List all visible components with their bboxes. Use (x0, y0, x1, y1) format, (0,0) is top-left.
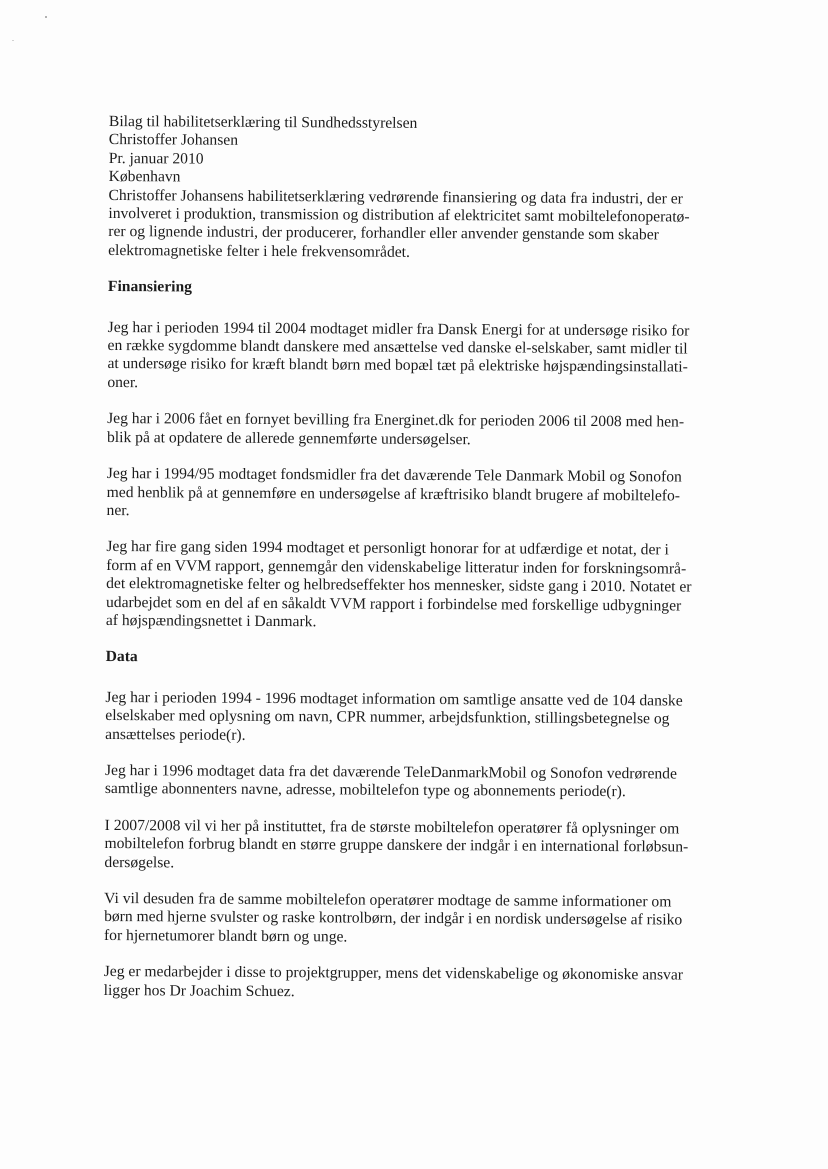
paragraph (107, 319, 707, 396)
text-line: I 2007/2008 vil vi her på instituttet, fra de største mobiltelefon operatører få oplysninger om (104, 816, 680, 838)
text-line: med henblik på at gennemføre en undersøgelse af kræftrisiko blandt brugere af mobiltelefo- (106, 483, 681, 504)
document-content (104, 113, 709, 1004)
text-line: udarbejdet som en del af en såkaldt VVM rapport i forbindelse med forskellige udbygninger (105, 593, 682, 615)
paragraph (107, 465, 707, 524)
scan-speck (45, 16, 47, 18)
paragraph (104, 817, 704, 876)
header-title: Bilag til habilitetserklæring til Sundhedsstyrelsen (108, 113, 418, 132)
header-author: Christoffer Johansen (108, 131, 239, 150)
text-line: Jeg har i 2006 fået en fornyet bevilling fra Energinet.dk for perioden 2006 til 2008 med hen- (107, 410, 685, 431)
text-line: Jeg har fire gang siden 1994 modtaget et personligt honorar for at udfærdige et notat, der i (106, 538, 669, 559)
paragraph (104, 890, 704, 949)
text-line: Christoffer Johansens habilitetserklæring vedrørende finansiering og data fra industri, der er (108, 186, 683, 208)
text-line: dersøgelse. (104, 853, 175, 872)
text-line: børn med hjerne svulster og raske kontrolbørn, der indgår i en nordisk undersøgelse af risiko (104, 908, 683, 929)
paragraph (104, 963, 704, 1003)
text-line: mobiltelefon forbrug blandt en større gruppe danskere der indgår i en international forløbsun- (104, 835, 689, 856)
text-line: ner. (106, 501, 130, 520)
text-line: involveret i produktion, transmission og distribution af elektricitet samt mobiltelefonoperatø- (108, 205, 690, 226)
text-line: rer og lignende industri, der producerer, forhandler eller anvender genstande som skaber (108, 223, 659, 244)
text-line: oner. (107, 373, 139, 392)
header-location: København (108, 168, 181, 186)
text-line: blik på at opdatere de allerede gennemførte undersøgelser. (106, 428, 471, 448)
header-date: Pr. januar 2010 (108, 149, 204, 168)
section-heading-finansiering: Finansiering (107, 278, 193, 296)
text-line: en række sygdomme blandt danskere med ansættelse ved danske el-selskaber, samt midler til (107, 337, 688, 358)
text-line: Jeg har i perioden 1994 til 2004 modtaget midler fra Dansk Energi for at undersøge risiko for (107, 318, 690, 340)
paragraph (105, 689, 705, 748)
scan-speck (12, 40, 14, 41)
text-line: form af en VVM rapport, gennemgår den videnskabelige litteratur inden for forskningsområ- (106, 556, 687, 578)
text-line: ansættelses periode(r). (105, 725, 246, 744)
text-line: Jeg har i 1994/95 modtaget fondsmidler fra det daværende Tele Danmark Mobil og Sonofon (106, 465, 682, 486)
text-line: det elektromagnetiske felter og helbredseffekter hos mennesker, sidste gang i 2010. Notatet er (106, 575, 692, 596)
text-line: elselskaber med oplysning om navn, CPR nummer, arbejdsfunktion, stillingsbetegnelse og (105, 707, 670, 728)
intro-paragraph (108, 187, 708, 264)
section-heading-data: Data (105, 648, 138, 666)
text-line: Jeg har i perioden 1994 - 1996 modtaget information om samtlige ansatte ved de 104 danske (105, 688, 683, 710)
text-line: ligger hos Dr Joachim Schuez. (103, 981, 295, 1000)
text-line: af højspændingsnettet i Danmark. (105, 611, 317, 631)
text-line: Vi vil desuden fra de samme mobiltelefon operatører modtage de samme informationer om (104, 889, 672, 911)
document-header (109, 113, 709, 190)
text-line: Jeg er medarbejder i disse to projektgrupper, mens det videnskabelige og økonomiske ansvar (103, 963, 684, 984)
paragraph (106, 538, 707, 634)
text-line: elektromagnetiske felter i hele frekvensområdet. (108, 241, 410, 261)
text-line: samtlige abonnenters navne, adresse, mobiltelefon type og abonnements periode(r). (104, 780, 626, 801)
text-line: at undersøge risiko for kræft blandt børn med bopæl tæt på elektriske højspændingsinstallati- (107, 355, 688, 377)
text-line: Jeg har i 1996 modtaget data fra det daværende TeleDanmarkMobil og Sonofon vedrørende (104, 761, 677, 783)
paragraph (107, 410, 707, 450)
text-line: for hjernetumorer blandt børn og unge. (103, 926, 348, 946)
paragraph (105, 762, 705, 802)
